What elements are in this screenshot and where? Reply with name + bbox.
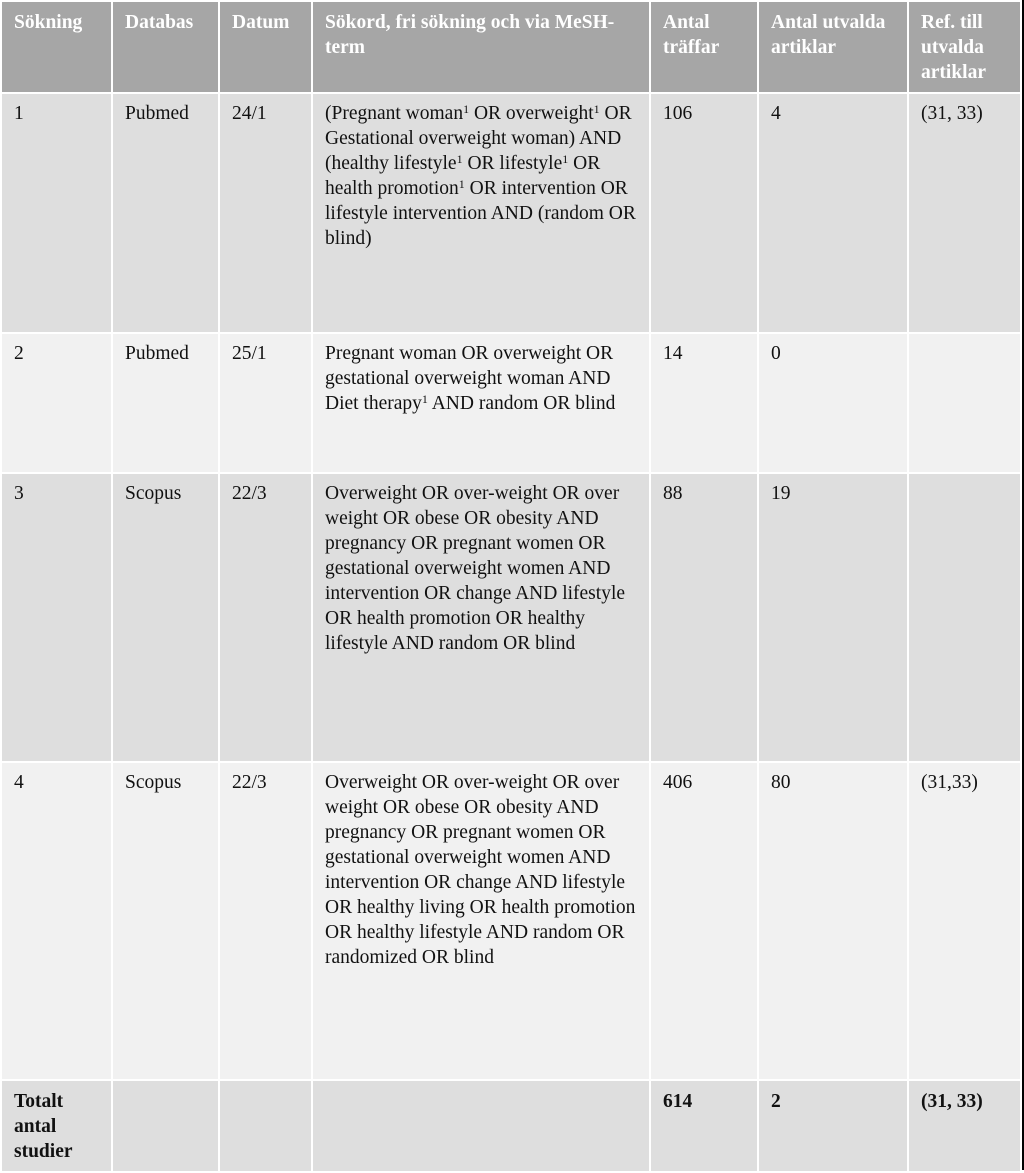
footnote-marker: 1 — [458, 177, 465, 191]
header-sokord: Sökord, fri sökning och via MeSH-term — [312, 1, 650, 93]
cell-search-nr: 2 — [1, 333, 112, 473]
cell-date: 24/1 — [219, 93, 312, 333]
search-term-text: intervention OR change AND lifestyle OR healthy living OR health promotion OR healthy lifestyle AND random OR randomized OR blind — [325, 872, 636, 968]
cell-selected: 19 — [758, 473, 908, 762]
cell-database: Pubmed — [112, 333, 219, 473]
cell-search-terms — [312, 762, 650, 1080]
search-term-text: OR lifestyle — [462, 153, 563, 174]
search-term-text: AND random OR blind — [427, 393, 616, 414]
footnote-marker: 1 — [463, 102, 470, 116]
footnote-marker: 1 — [562, 152, 569, 166]
search-term-text: Overweight OR over-weight OR over weight OR obese OR obesity AND pregnancy OR pregnant women OR gestational overweight women AND intervention OR change AND lifestyle OR health promotion OR healthy lifestyle AND random OR blind — [325, 483, 626, 654]
cell-database: Pubmed — [112, 93, 219, 333]
cell-hits: 106 — [650, 93, 758, 333]
cell-search-nr: 4 — [1, 762, 112, 1080]
cell-date: 22/3 — [219, 762, 312, 1080]
search-term-text: OR Gestational overweight woman) AND (healthy lifestyle — [325, 103, 632, 174]
footnote-marker: 1 — [456, 152, 463, 166]
header-sokning: Sökning — [1, 1, 112, 93]
cell-hits: 14 — [650, 333, 758, 473]
total-row — [1, 1080, 1021, 1172]
cell-search-nr: 1 — [1, 93, 112, 333]
cell-refs — [908, 333, 1021, 473]
total-refs: (31, 33) — [908, 1080, 1021, 1172]
cell-selected: 80 — [758, 762, 908, 1080]
cell-database: Scopus — [112, 762, 219, 1080]
footnote-marker: 1 — [593, 102, 600, 116]
search-term-text: Pregnant woman OR overweight OR gestational overweight woman AND Diet therapy — [325, 343, 614, 414]
search-term-text: Overweight OR over-weight OR over weight OR obese OR obesity AND pregnancy OR pregnant women OR gestational overweight women AND — [325, 772, 620, 868]
header-antal-traffar: Antal träffar — [650, 1, 758, 93]
cell-date: 25/1 — [219, 333, 312, 473]
cell-search-nr: 3 — [1, 473, 112, 762]
search-term-text: (Pregnant woman — [325, 103, 464, 124]
cell-selected: 4 — [758, 93, 908, 333]
search-term-text: OR health promotion — [325, 153, 601, 199]
total-label: Totalt antal studier — [1, 1080, 112, 1172]
cell-search-terms — [312, 93, 650, 333]
table-row — [1, 333, 1021, 473]
total-empty-cell — [219, 1080, 312, 1172]
total-empty-cell — [312, 1080, 650, 1172]
table-row — [1, 762, 1021, 1080]
table-row — [1, 93, 1021, 333]
header-ref: Ref. till utvalda artiklar — [908, 1, 1021, 93]
cell-database: Scopus — [112, 473, 219, 762]
footnote-marker: 1 — [421, 392, 428, 406]
cell-refs — [908, 473, 1021, 762]
total-empty-cell — [112, 1080, 219, 1172]
cell-refs: (31, 33) — [908, 93, 1021, 333]
cell-hits: 88 — [650, 473, 758, 762]
cell-date: 22/3 — [219, 473, 312, 762]
cell-search-terms — [312, 473, 650, 762]
search-term-text: OR overweight — [469, 103, 594, 124]
cell-refs: (31,33) — [908, 762, 1021, 1080]
search-term-text: OR intervention OR lifestyle intervention AND (random OR blind) — [325, 178, 636, 249]
cell-selected: 0 — [758, 333, 908, 473]
header-row — [1, 1, 1021, 93]
header-antal-utvalda: Antal utvalda artiklar — [758, 1, 908, 93]
total-selected: 2 — [758, 1080, 908, 1172]
cell-hits: 406 — [650, 762, 758, 1080]
header-datum: Datum — [219, 1, 312, 93]
header-databas: Databas — [112, 1, 219, 93]
cell-search-terms — [312, 333, 650, 473]
total-hits: 614 — [650, 1080, 758, 1172]
table-row — [1, 473, 1021, 762]
